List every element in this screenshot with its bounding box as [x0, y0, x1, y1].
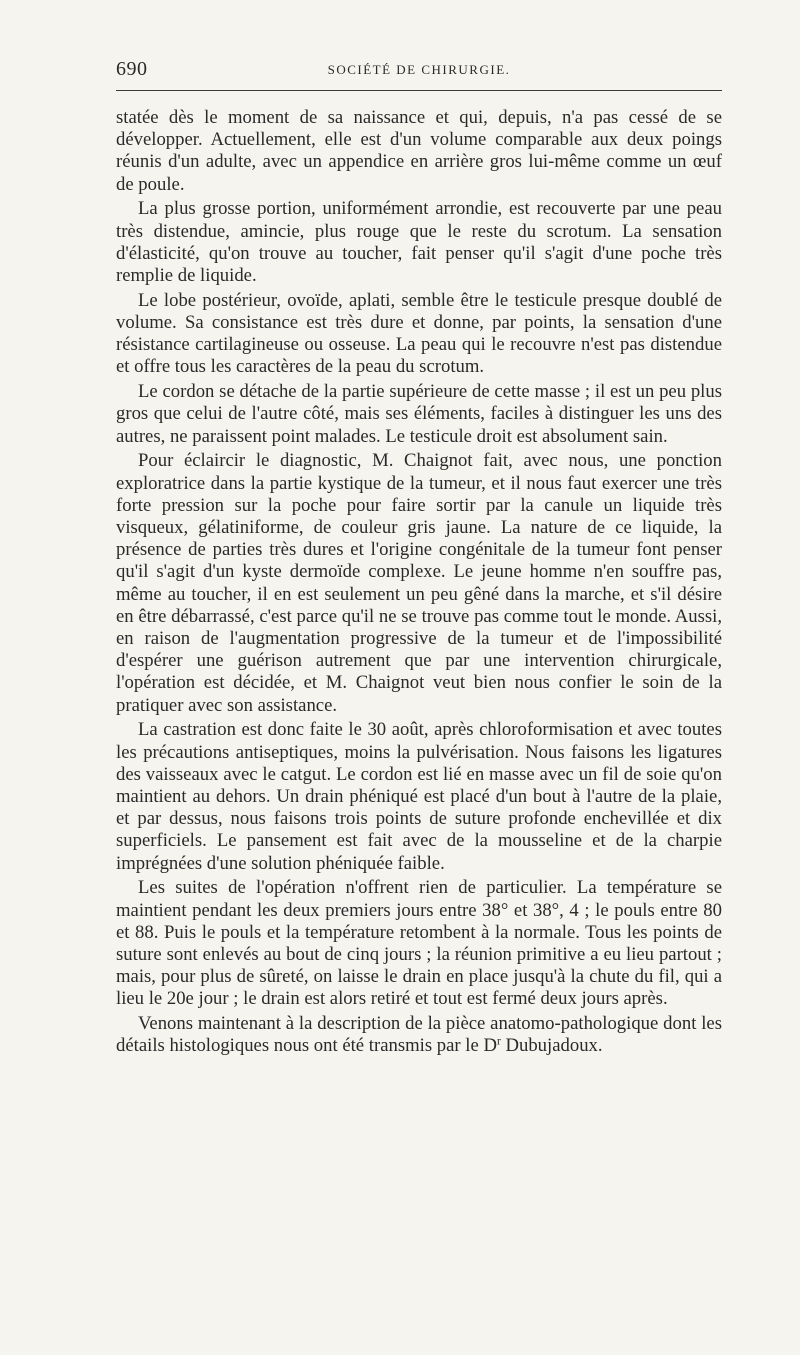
running-head — [116, 58, 722, 86]
abbreviation-superscript: r — [496, 1035, 501, 1049]
paragraph: La plus grosse portion, uniformément arrondie, est recouverte par une peau très distendue, amincie, plus rouge que le reste du scrotum. La sensation d'élasticité, qu'on trouve au toucher, fait penser qu'il s'agit d'une poche très remplie de liquide. — [116, 198, 722, 287]
body-text — [116, 107, 722, 1058]
paragraph — [116, 1013, 722, 1057]
paragraph: Pour éclaircir le diagnostic, M. Chaignot fait, avec nous, une ponction exploratrice dans la partie kystique de la tumeur, et il nous faut exercer une très forte pression sur la poche pour faire sortir par la canule un liquide très visqueux, gélatiniforme, de couleur gris jaune. La nature de ce liquide, la présence de parties très dures et l'origine congénitale de la tumeur font penser qu'il s'agit d'un kyste dermoïde complexe. Le jeune homme n'en souffre pas, même au toucher, il en est seulement un peu gêné dans la marche, et s'il désire en être débarrassé, c'est parce qu'il ne se trouve pas comme tout le monde. Aussi, en raison de l'augmentation progressive de la tumeur et de l'impossibilité d'espérer une guérison autrement que par une intervention chirurgicale, l'opération est décidée, et M. Chaignot veut bien nous confier le soin de la pratiquer avec son assistance. — [116, 450, 722, 716]
paragraph: La castration est donc faite le 30 août, après chloroformisation et avec toutes les précautions antiseptiques, moins la pulvérisation. Nous faisons les ligatures des vaisseaux avec le catgut. Le cordon est lié en masse avec un fil de soie qu'on maintient au dehors. Un drain phéniqué est placé d'un bout à l'autre de la plaie, et par dessus, nous faisons trois points de suture profonde enchevillée et dix superficiels. Le pansement est fait avec de la mousseline et de la charpie imprégnées d'une solution phéniquée faible. — [116, 719, 722, 874]
header-rule — [116, 90, 722, 91]
running-title: SOCIÉTÉ DE CHIRURGIE. — [327, 62, 511, 77]
paragraph: Le cordon se détache de la partie supérieure de cette masse ; il est un peu plus gros que celui de l'autre côté, mais ses éléments, faciles à distinguer les uns des autres, ne paraissent point malades. Le testicule droit est absolument sain. — [116, 381, 722, 447]
paragraph-tail: Dubujadoux. — [500, 1035, 603, 1057]
book-page — [116, 58, 722, 1060]
paragraph: Le lobe postérieur, ovoïde, aplati, semble être le testicule presque doublé de volume. Sa consistance est très dure et donne, par points, la sensation d'une résistance cartilagineuse ou osseuse. La peau qui le recouvre n'est pas distendue et offre tous les caractères de la peau du scrotum. — [116, 289, 722, 378]
paragraph: Les suites de l'opération n'offrent rien de particulier. La température se maintient pendant les deux premiers jours entre 38° et 38°, 4 ; le pouls entre 80 et 88. Puis le pouls et la température retombent à la normale. Tous les points de suture sont enlevés au bout de cinq jours ; la réunion primitive a eu lieu partout ; mais, pour plus de sûreté, on laisse le drain en place jusqu'à la chute du fil, qui a lieu le 20e jour ; le drain est alors retiré et tout est fermé deux jours après. — [116, 877, 722, 1010]
page-number: 690 — [116, 58, 148, 80]
paragraph-text: Venons maintenant à la description de la pièce anatomo-pathologique dont les détails histologiques nous ont été transmis par le D — [116, 1013, 722, 1057]
paragraph: statée dès le moment de sa naissance et qui, depuis, n'a pas cessé de se développer. Actuellement, elle est d'un volume comparable aux deux poings réunis d'un adulte, avec un appendice en arrière gros lui-même comme un œuf de poule. — [116, 107, 722, 195]
